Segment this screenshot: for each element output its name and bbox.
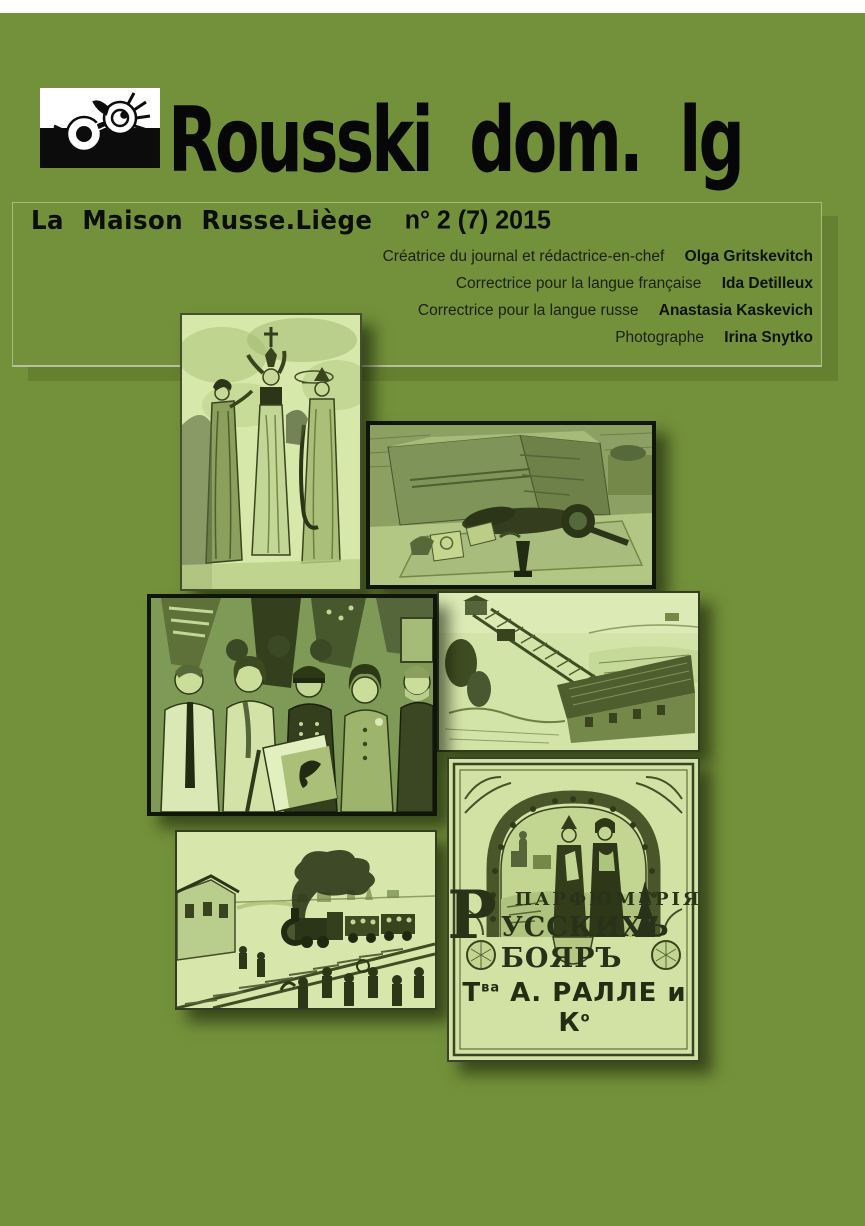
advert-line-russkikh-boyar: УССКИХЪ БОЯРЪ <box>500 912 670 974</box>
delegation-group-image <box>151 598 433 812</box>
issue-number: n° 2 (7) 2015 <box>404 205 551 235</box>
advert-ralle-sup-va: ва <box>481 980 501 996</box>
allegorical-women-illustration <box>182 315 360 589</box>
credit-role: Correctrice pour la langue française <box>455 275 702 292</box>
advert-line-parfumerie: ПАРФЮМЕРІЯ <box>514 889 702 910</box>
photo-delegation-group <box>147 594 437 816</box>
credit-role: Correctrice pour la langue russe <box>417 302 639 319</box>
advert-line-ralle <box>459 978 690 1038</box>
magazine-title: Rousski dom. lg <box>168 88 742 193</box>
subtitle-name: La Maison Russe.Liège <box>31 206 373 236</box>
advert-ralle-t: Т <box>462 978 482 1008</box>
advert-dropcap: Р <box>447 876 497 954</box>
photo-train-engraving <box>175 830 437 1010</box>
credit-role: Créatrice du journal et rédactrice-en-chef <box>382 248 665 265</box>
photo-mine-engraving <box>437 591 700 752</box>
photo-allegorical-women-poster <box>180 313 362 591</box>
credit-role: Photographe <box>615 329 704 346</box>
photo-grave-monument <box>366 421 656 589</box>
credit-name: Ida Detilleux <box>721 275 813 292</box>
advert-ralle-main: А. РАЛЛЕ и К <box>500 978 687 1038</box>
credit-name: Irina Snytko <box>724 329 813 346</box>
credit-name: Anastasia Kaskevich <box>658 302 813 319</box>
steam-train-image <box>177 832 435 1008</box>
photo-perfume-advert <box>447 757 700 1062</box>
grave-monument-image <box>370 425 652 585</box>
mine-incline-image <box>439 593 698 750</box>
advert-ralle-sup-o: о <box>580 1010 591 1026</box>
credit-name: Olga Gritskevitch <box>684 248 813 265</box>
perfume-advert-text <box>447 876 702 1038</box>
